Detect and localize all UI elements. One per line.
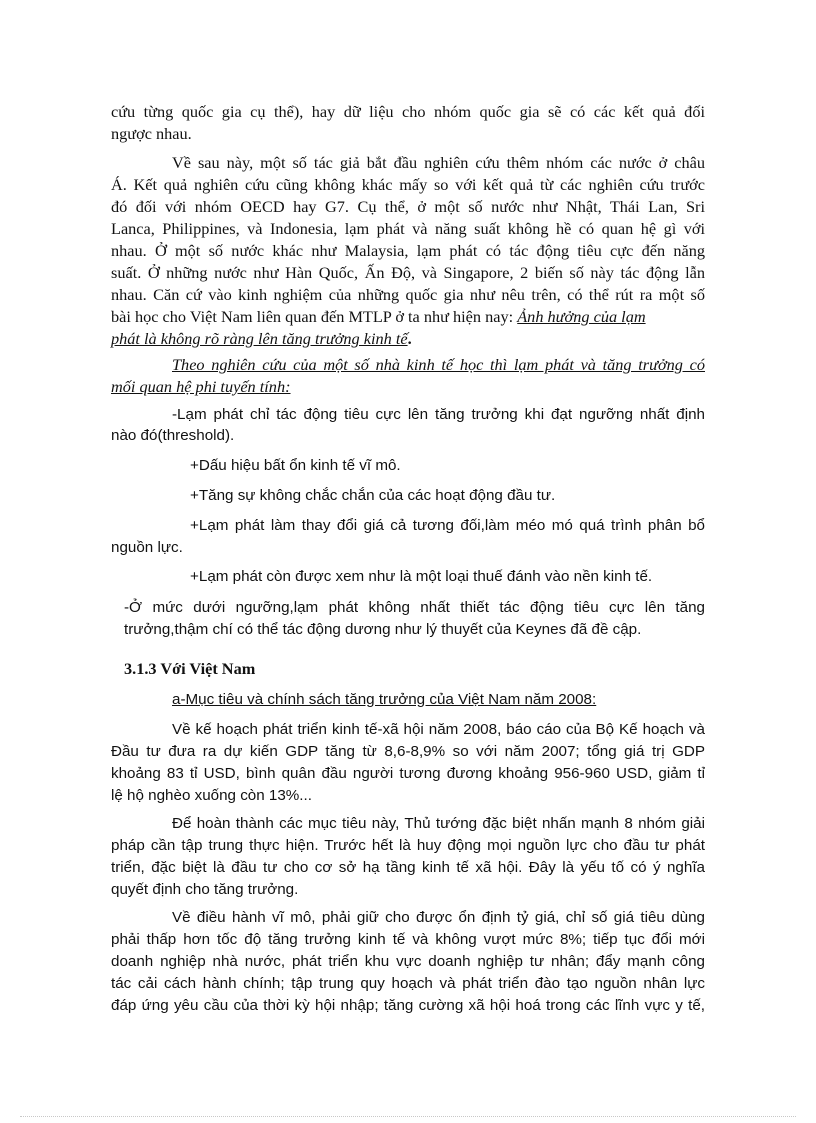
paragraph-line: pháp cần tập trung thực hiện. Trước hết là huy động mọi nguồn lực cho đầu tư phát [111,837,705,854]
section-heading: 3.1.3 Với Việt Nam [124,659,256,678]
paragraph-line: phải thấp hơn tốc độ tăng trưởng kinh tế và không vượt mức 8%; tiếp tục đổi mới [111,931,705,948]
list-item: +Lạm phát làm thay đổi giá cả tương đối,làm méo mó quá trình phân bổ [190,517,705,534]
list-item: +Lạm phát còn được xem như là một loại thuế đánh vào nền kinh tế. [190,568,653,585]
paragraph-line: khoảng 83 tỉ USD, bình quân đầu người tương đương khoảng 956-960 USD, giảm tỉ [111,765,705,782]
paragraph-line: Về kế hoạch phát triển kinh tế-xã hội năm 2008, báo cáo của Bộ Kế hoạch và [172,721,705,738]
page-bottom-divider [20,1116,796,1117]
emphasis-line: mối quan hệ phi tuyến tính: [111,377,291,396]
paragraph-line: Đầu tư đưa ra dự kiến GDP tăng từ 8,6-8,9% so với năm 2007; tổng giá trị GDP [111,743,705,760]
list-item: +Tăng sự không chắc chắn của các hoạt động đầu tư. [190,487,556,504]
subsection-heading: a-Mục tiêu và chính sách tăng trưởng của Việt Nam năm 2008: [172,691,597,708]
list-item-continued: trưởng,thậm chí có thể tác động dương như lý thuyết của Keynes đã đề cập. [124,621,642,638]
paragraph-line: Về điều hành vĩ mô, phải giữ cho được ổn định tỷ giá, chỉ số giá tiêu dùng [172,909,705,926]
paragraph-line: nhau. Ở một số nước khác như Malaysia, lạm phát có tác động tiêu cực đến năng [111,241,705,260]
paragraph-line: đáp ứng yêu cầu của thời kỳ hội nhập; tăng cường xã hội hoá trong các lĩnh vực y tế, [111,997,705,1014]
paragraph-line: triển, đặc biệt là đầu tư cho cơ sở hạ tầng kinh tế xã hội. Đây là yếu tố có ý nghĩa [111,859,705,876]
paragraph-line: Để hoàn thành các mục tiêu này, Thủ tướng đặc biệt nhấn mạnh 8 nhóm giải [172,815,705,832]
list-item: -Ở mức dưới ngưỡng,lạm phát không nhất thiết tác động tiêu cực lên tăng [124,599,705,616]
paragraph-text: bài học cho Việt Nam liên quan đến MTLP ở ta như hiện nay: [111,307,514,326]
list-item: -Lạm phát chỉ tác động tiêu cực lên tăng trưởng khi đạt ngưỡng nhất định [172,406,705,423]
paragraph-line: tác cải cách hành chính; tập trung quy hoạch và phát triển đào tạo nguồn nhân lực [111,975,705,992]
paragraph-line: cứu từng quốc gia cụ thể), hay dữ liệu cho nhóm quốc gia sẽ có các kết quả đối [111,102,705,121]
paragraph-line: lệ hộ nghèo xuống còn 13%... [111,787,312,804]
list-item-continued: nào đó(threshold). [111,427,235,444]
paragraph-line: suất. Ở những nước như Hàn Quốc, Ấn Độ, và Singapore, 2 biến số này tác động lẫn [111,263,705,282]
period: . [407,329,412,348]
paragraph-line: quyết định cho tăng trưởng. [111,881,299,898]
paragraph-line: Về sau này, một số tác giả bắt đầu nghiên cứu thêm nhóm các nước ở châu [172,153,705,172]
emphasis-text: Ảnh hưởng của lạm [517,307,646,326]
paragraph-line [111,328,412,350]
emphasis-line: Theo nghiên cứu của một số nhà kinh tế học thì lạm phát và tăng trưởng có [172,355,705,374]
emphasis-text: phát là không rõ ràng lên tăng trưởng kinh tế [111,329,408,348]
paragraph-line: doanh nghiệp nhà nước, phát triển khu vực doanh nghiệp tư nhân; đẩy mạnh công [111,953,705,970]
list-item-continued: nguồn lực. [111,539,183,556]
paragraph-line [111,306,646,328]
paragraph-line: Lanca, Philippines, và Indonesia, lạm phát và năng suất không hề có quan hệ gì với [111,219,705,238]
paragraph-line: Á. Kết quả nghiên cứu cũng không khác mấy so với kết quả từ các nghiên cứu trước [111,175,705,194]
paragraph-line: nhau. Căn cứ vào kinh nghiệm của những quốc gia như nêu trên, có thể rút ra một số [111,285,705,304]
paragraph-line: ngược nhau. [111,124,192,143]
list-item: +Dấu hiệu bất ổn kinh tế vĩ mô. [190,457,401,474]
paragraph-line: đó đối với nhóm OECD hay G7. Cụ thể, ở một số nước như Nhật, Thái Lan, Sri [111,197,705,216]
